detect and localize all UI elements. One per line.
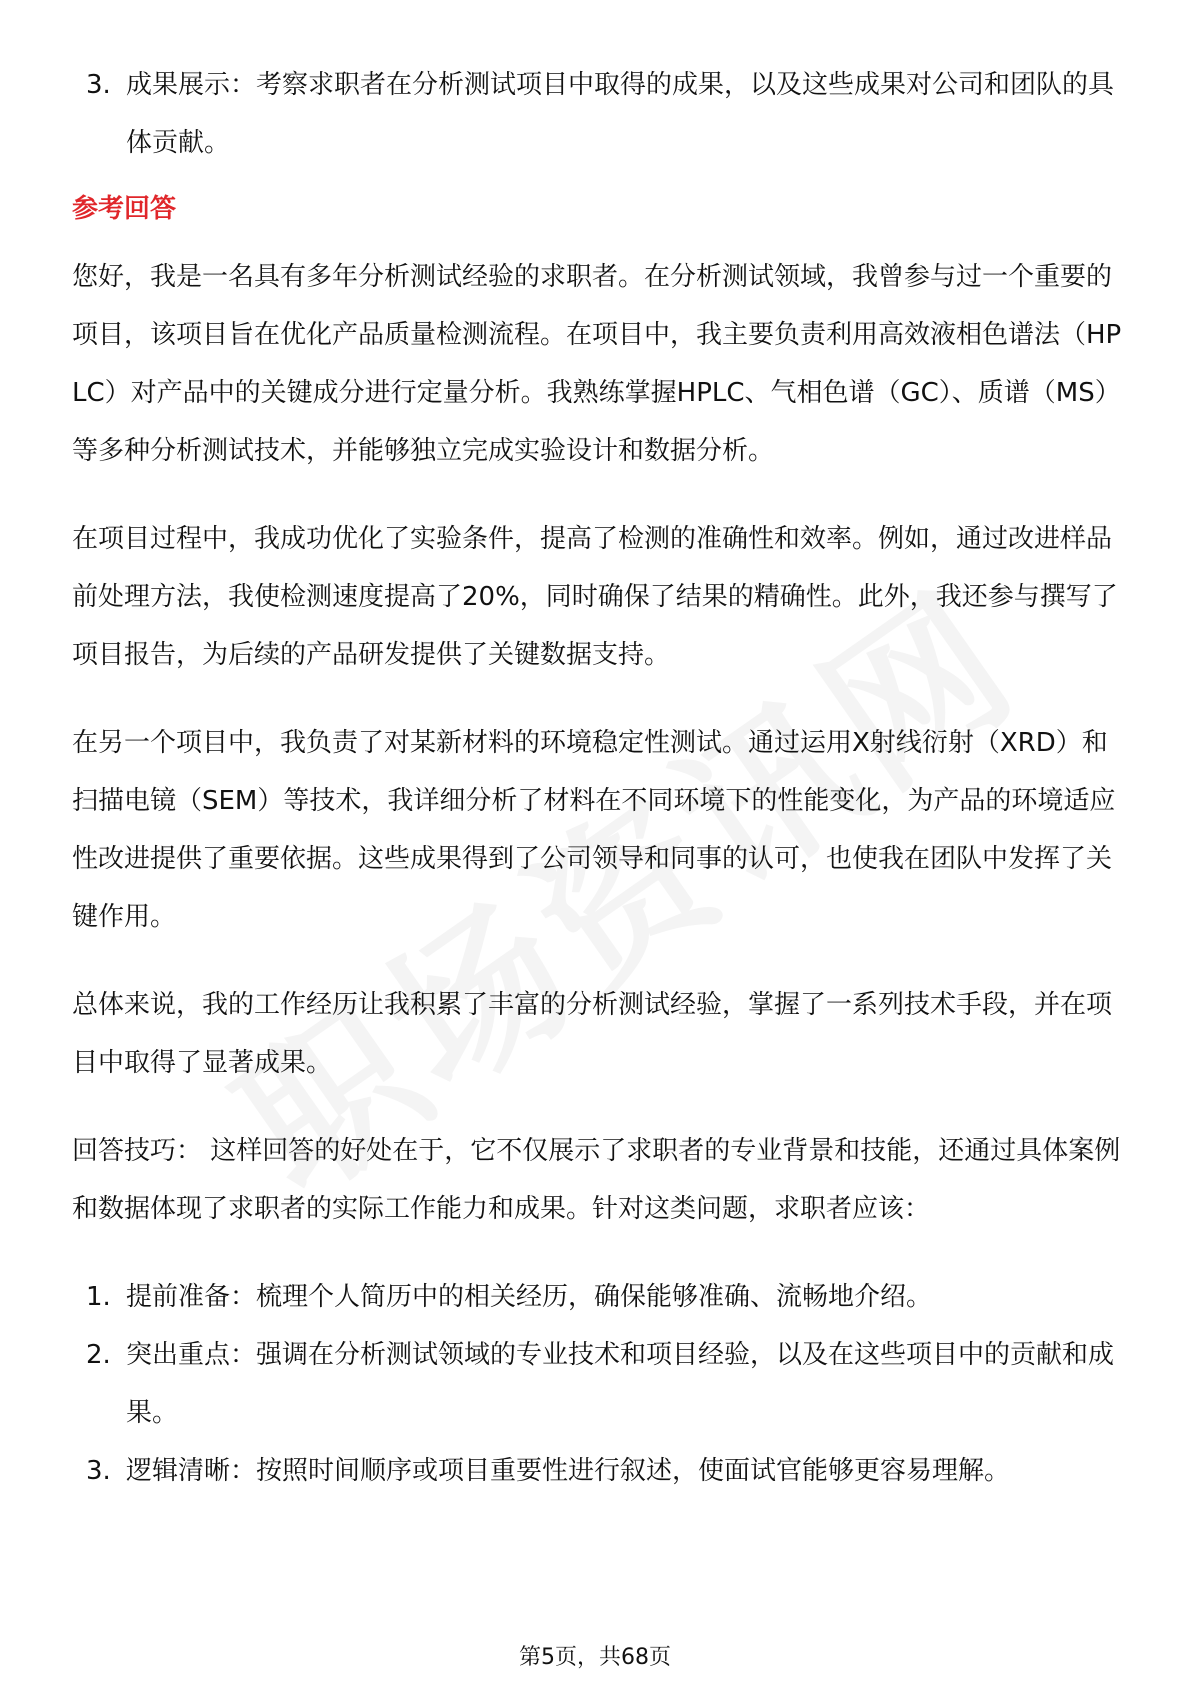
criteria-list-continued (72, 56, 1132, 172)
answer-paragraph: 您好，我是一名具有多年分析测试经验的求职者。在分析测试领域，我曾参与过一个重要的项目，该项目旨在优化产品质量检测流程。在项目中，我主要负责利用高效液相色谱法（HPLC）对产品中的关键成分进行定量分析。我熟练掌握HPLC、气相色谱（GC）、质谱（MS）等多种分析测试技术，并能够独立完成实验设计和数据分析。 (72, 262, 1122, 466)
list-item-text: 强调在分析测试领域的专业技术和项目经验，以及在这些项目中的贡献和成果。 (126, 1340, 1115, 1428)
list-item-number: 3. (86, 70, 111, 100)
section-title: 参考回答 (72, 194, 177, 224)
tips-paragraph: 回答技巧： 这样回答的好处在于，它不仅展示了求职者的专业背景和技能，还通过具体案例和数据体现了求职者的实际工作能力和成果。针对这类问题，求职者应该： (72, 1136, 1121, 1224)
list-item-label: 提前准备： (126, 1282, 257, 1312)
list-item-number: 2. (86, 1340, 111, 1370)
list-item-text: 考察求职者在分析测试项目中取得的成果，以及这些成果对公司和团队的具体贡献。 (126, 70, 1115, 158)
list-item (72, 1268, 1132, 1326)
list-item-label: 逻辑清晰： (126, 1456, 257, 1486)
page-content (72, 56, 1132, 1500)
list-item-label: 突出重点： (126, 1340, 257, 1370)
page-footer: 第5页，共68页 (519, 1645, 671, 1670)
list-item-number: 3. (86, 1456, 111, 1486)
answer-paragraph: 在另一个项目中，我负责了对某新材料的环境稳定性测试。通过运用X射线衍射（XRD）和扫描电镜（SEM）等技术，我详细分析了材料在不同环境下的性能变化，为产品的环境适应性改进提供了重要依据。这些成果得到了公司领导和同事的认可，也使我在团队中发挥了关键作用。 (72, 728, 1116, 932)
answer-paragraph: 在项目过程中，我成功优化了实验条件，提高了检测的准确性和效率。例如，通过改进样品前处理方法，我使检测速度提高了20%，同时确保了结果的精确性。此外，我还参与撰写了项目报告，为后续的产品研发提供了关键数据支持。 (72, 524, 1118, 670)
list-item-text: 梳理个人简历中的相关经历，确保能够准确、流畅地介绍。 (256, 1282, 933, 1312)
list-item-number: 1. (86, 1282, 111, 1312)
list-item-text: 按照时间顺序或项目重要性进行叙述，使面试官能够更容易理解。 (256, 1456, 1011, 1486)
answer-paragraph: 总体来说，我的工作经历让我积累了丰富的分析测试经验，掌握了一系列技术手段，并在项目中取得了显著成果。 (72, 990, 1113, 1078)
list-item-label: 成果展示： (126, 70, 257, 100)
tips-list (72, 1268, 1132, 1500)
list-item (72, 1442, 1132, 1500)
list-item (72, 1326, 1132, 1442)
list-item (72, 56, 1132, 172)
